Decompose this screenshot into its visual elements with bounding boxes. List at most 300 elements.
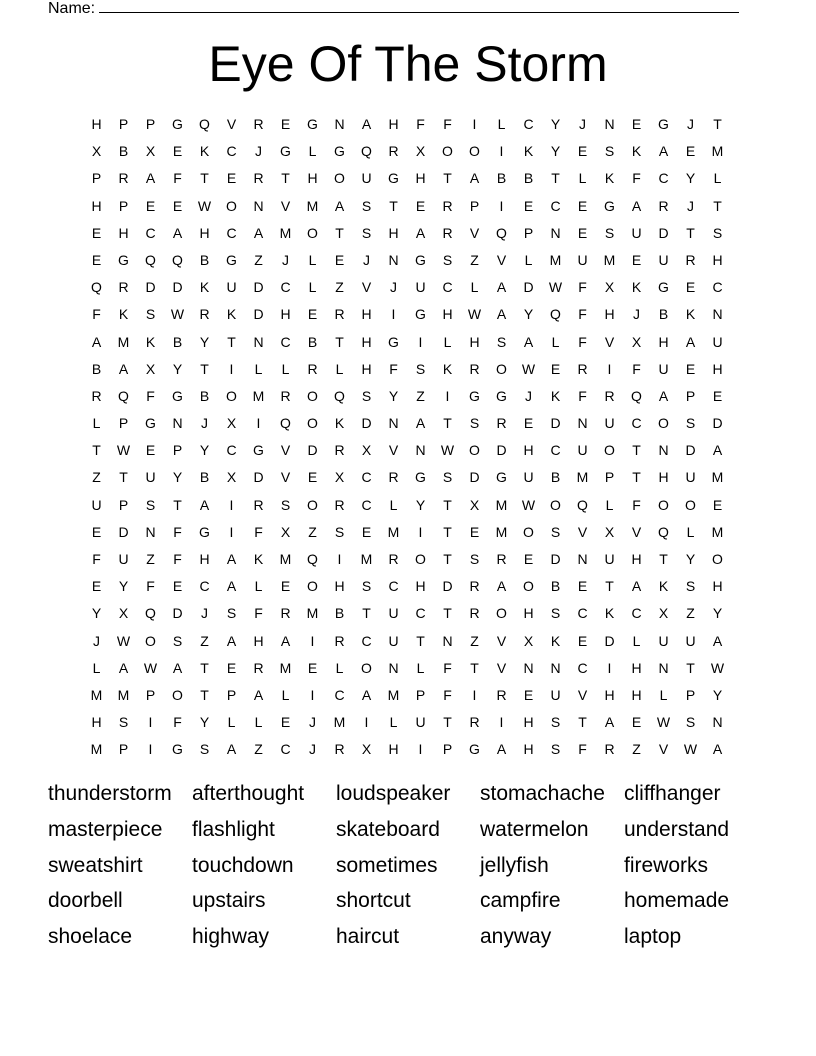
grid-letter[interactable]: L xyxy=(335,659,344,676)
grid-letter[interactable]: K xyxy=(442,360,453,377)
grid-letter[interactable]: V xyxy=(280,442,291,459)
grid-letter[interactable]: E xyxy=(631,251,642,268)
grid-letter[interactable]: G xyxy=(658,116,669,132)
grid-letter[interactable]: U xyxy=(604,551,615,567)
grid-letter[interactable]: B xyxy=(496,170,507,187)
grid-letter[interactable]: Y xyxy=(523,306,534,323)
grid-letter[interactable]: Z xyxy=(470,632,479,649)
grid-letter[interactable]: P xyxy=(685,387,696,404)
grid-letter[interactable]: T xyxy=(335,224,344,241)
grid-letter[interactable]: G xyxy=(658,279,669,296)
grid-letter[interactable]: A xyxy=(361,116,372,132)
grid-letter[interactable]: C xyxy=(658,170,669,187)
grid-letter[interactable]: A xyxy=(145,170,156,187)
grid-letter[interactable]: E xyxy=(280,714,291,731)
grid-letter[interactable]: I xyxy=(472,686,477,703)
grid-letter[interactable]: I xyxy=(310,632,315,649)
grid-letter[interactable]: Y xyxy=(118,578,129,595)
grid-letter[interactable]: N xyxy=(523,659,534,676)
grid-letter[interactable]: N xyxy=(577,415,588,432)
grid-letter[interactable]: U xyxy=(631,224,642,241)
grid-letter[interactable]: R xyxy=(199,306,210,323)
grid-letter[interactable]: T xyxy=(578,714,587,731)
grid-letter[interactable]: W xyxy=(116,442,131,459)
grid-letter[interactable]: K xyxy=(631,279,642,296)
grid-letter[interactable]: Q xyxy=(334,387,345,404)
grid-letter[interactable]: K xyxy=(523,143,534,160)
grid-letter[interactable]: H xyxy=(91,714,102,731)
grid-letter[interactable]: M xyxy=(495,496,508,513)
grid-letter[interactable]: R xyxy=(253,659,264,676)
grid-letter[interactable]: C xyxy=(631,605,642,622)
grid-letter[interactable]: M xyxy=(360,551,373,567)
grid-letter[interactable]: L xyxy=(659,686,668,703)
grid-letter[interactable]: T xyxy=(335,333,344,350)
grid-letter[interactable]: E xyxy=(685,279,696,296)
grid-letter[interactable]: C xyxy=(226,224,237,241)
grid-letter[interactable]: C xyxy=(523,116,534,132)
grid-letter[interactable]: R xyxy=(91,387,102,404)
grid-letter[interactable]: C xyxy=(577,605,588,622)
grid-letter[interactable]: E xyxy=(280,116,291,132)
grid-letter[interactable]: U xyxy=(712,333,723,350)
grid-letter[interactable]: S xyxy=(604,224,615,241)
grid-letter[interactable]: W xyxy=(710,659,725,676)
grid-letter[interactable]: F xyxy=(578,741,587,758)
grid-letter[interactable]: G xyxy=(172,741,183,758)
grid-letter[interactable]: A xyxy=(604,714,615,731)
grid-letter[interactable]: A xyxy=(361,686,372,703)
grid-letter[interactable]: T xyxy=(200,170,209,187)
grid-letter[interactable]: Z xyxy=(254,741,263,758)
grid-letter[interactable]: V xyxy=(388,442,399,459)
name-line[interactable] xyxy=(99,0,739,13)
grid-letter[interactable]: G xyxy=(469,387,480,404)
grid-letter[interactable]: V xyxy=(577,686,588,703)
grid-letter[interactable]: U xyxy=(685,469,696,486)
grid-letter[interactable]: P xyxy=(118,415,129,432)
grid-letter[interactable]: Z xyxy=(686,605,695,622)
grid-letter[interactable]: L xyxy=(254,578,263,595)
grid-letter[interactable]: Q xyxy=(631,387,642,404)
grid-letter[interactable]: J xyxy=(309,741,316,758)
grid-letter[interactable]: A xyxy=(118,659,129,676)
grid-letter[interactable]: B xyxy=(307,333,318,350)
grid-letter[interactable]: I xyxy=(472,116,477,132)
grid-letter[interactable]: R xyxy=(253,170,264,187)
grid-letter[interactable]: E xyxy=(280,578,291,595)
grid-letter[interactable]: U xyxy=(226,279,237,296)
grid-letter[interactable]: B xyxy=(199,387,210,404)
grid-letter[interactable]: R xyxy=(280,387,291,404)
grid-letter[interactable]: A xyxy=(172,224,183,241)
grid-letter[interactable]: T xyxy=(227,333,236,350)
grid-letter[interactable]: R xyxy=(118,170,129,187)
grid-letter[interactable]: Q xyxy=(118,387,129,404)
grid-letter[interactable]: X xyxy=(361,442,372,459)
grid-letter[interactable]: E xyxy=(145,442,156,459)
grid-letter[interactable]: O xyxy=(334,170,345,187)
grid-letter[interactable]: J xyxy=(282,251,289,268)
grid-letter[interactable]: V xyxy=(577,523,588,540)
grid-letter[interactable]: Z xyxy=(308,523,317,540)
grid-letter[interactable]: F xyxy=(443,659,452,676)
grid-letter[interactable]: N xyxy=(604,116,615,132)
grid-letter[interactable]: L xyxy=(416,659,425,676)
grid-letter[interactable]: M xyxy=(495,523,508,540)
grid-letter[interactable]: X xyxy=(415,143,426,160)
grid-letter[interactable]: D xyxy=(496,442,507,459)
grid-letter[interactable]: B xyxy=(658,306,669,323)
grid-letter[interactable]: D xyxy=(550,415,561,432)
grid-letter[interactable]: O xyxy=(658,415,669,432)
grid-letter[interactable]: X xyxy=(361,741,372,758)
grid-letter[interactable]: T xyxy=(470,659,479,676)
grid-letter[interactable]: C xyxy=(334,686,345,703)
grid-letter[interactable]: F xyxy=(254,523,263,540)
grid-letter[interactable]: G xyxy=(226,251,237,268)
grid-letter[interactable]: R xyxy=(388,143,399,160)
grid-letter[interactable]: N xyxy=(172,415,183,432)
grid-letter[interactable]: O xyxy=(307,224,318,241)
grid-letter[interactable]: C xyxy=(631,415,642,432)
grid-letter[interactable]: S xyxy=(550,523,561,540)
grid-letter[interactable]: Y xyxy=(199,442,210,459)
grid-letter[interactable]: A xyxy=(469,170,480,187)
grid-letter[interactable]: X xyxy=(280,523,291,540)
grid-letter[interactable]: Y xyxy=(199,333,210,350)
grid-letter[interactable]: H xyxy=(523,714,534,731)
grid-letter[interactable]: W xyxy=(548,279,563,296)
grid-letter[interactable]: Y xyxy=(91,605,102,622)
grid-letter[interactable]: D xyxy=(469,469,480,486)
grid-letter[interactable]: N xyxy=(712,714,723,731)
grid-letter[interactable]: L xyxy=(389,496,398,513)
grid-letter[interactable]: X xyxy=(226,469,237,486)
grid-letter[interactable]: R xyxy=(496,551,507,567)
grid-letter[interactable]: Y xyxy=(550,116,561,132)
grid-letter[interactable]: I xyxy=(310,686,315,703)
grid-letter[interactable]: B xyxy=(118,143,129,160)
grid-letter[interactable]: M xyxy=(279,551,292,567)
grid-letter[interactable]: L xyxy=(254,360,263,377)
grid-letter[interactable]: D xyxy=(253,306,264,323)
grid-letter[interactable]: F xyxy=(92,306,101,323)
grid-letter[interactable]: G xyxy=(388,170,399,187)
grid-letter[interactable]: T xyxy=(416,632,425,649)
grid-letter[interactable]: G xyxy=(604,197,615,214)
grid-letter[interactable]: R xyxy=(469,578,480,595)
grid-letter[interactable]: I xyxy=(337,551,342,567)
grid-letter[interactable]: G xyxy=(415,251,426,268)
grid-letter[interactable]: C xyxy=(226,442,237,459)
grid-letter[interactable]: J xyxy=(201,605,208,622)
grid-letter[interactable]: S xyxy=(118,714,129,731)
grid-letter[interactable]: R xyxy=(685,251,696,268)
grid-letter[interactable]: G xyxy=(469,741,480,758)
grid-letter[interactable]: F xyxy=(92,551,101,567)
grid-letter[interactable]: E xyxy=(523,551,534,567)
grid-letter[interactable]: U xyxy=(145,469,156,486)
grid-letter[interactable]: Q xyxy=(361,143,372,160)
grid-letter[interactable]: Y xyxy=(685,170,696,187)
grid-letter[interactable]: J xyxy=(633,306,640,323)
grid-letter[interactable]: I xyxy=(445,387,450,404)
grid-letter[interactable]: I xyxy=(229,523,234,540)
grid-letter[interactable]: E xyxy=(307,659,318,676)
grid-letter[interactable]: O xyxy=(469,143,480,160)
grid-letter[interactable]: S xyxy=(199,741,210,758)
grid-letter[interactable]: M xyxy=(279,224,292,241)
grid-letter[interactable]: N xyxy=(334,116,345,132)
grid-letter[interactable]: U xyxy=(550,686,561,703)
grid-letter[interactable]: R xyxy=(496,415,507,432)
grid-letter[interactable]: R xyxy=(253,116,264,132)
grid-letter[interactable]: M xyxy=(117,333,130,350)
grid-letter[interactable]: Q xyxy=(199,116,210,132)
grid-letter[interactable]: J xyxy=(525,387,532,404)
grid-letter[interactable]: G xyxy=(145,415,156,432)
grid-letter[interactable]: U xyxy=(658,632,669,649)
grid-letter[interactable]: S xyxy=(415,360,426,377)
grid-letter[interactable]: X xyxy=(145,143,156,160)
grid-letter[interactable]: D xyxy=(307,442,318,459)
grid-letter[interactable]: L xyxy=(551,333,560,350)
grid-letter[interactable]: T xyxy=(605,578,614,595)
grid-letter[interactable]: H xyxy=(307,170,318,187)
grid-letter[interactable]: M xyxy=(576,469,589,486)
grid-letter[interactable]: E xyxy=(469,523,480,540)
grid-letter[interactable]: H xyxy=(631,551,642,567)
grid-letter[interactable]: K xyxy=(199,279,210,296)
grid-letter[interactable]: U xyxy=(577,442,588,459)
grid-letter[interactable]: C xyxy=(280,279,291,296)
grid-letter[interactable]: Y xyxy=(712,605,723,622)
grid-letter[interactable]: L xyxy=(308,143,317,160)
grid-letter[interactable]: R xyxy=(388,469,399,486)
grid-letter[interactable]: A xyxy=(172,659,183,676)
grid-letter[interactable]: I xyxy=(256,415,261,432)
grid-letter[interactable]: P xyxy=(442,741,453,758)
grid-letter[interactable]: E xyxy=(631,714,642,731)
grid-letter[interactable]: L xyxy=(632,632,641,649)
grid-letter[interactable]: C xyxy=(577,659,588,676)
grid-letter[interactable]: H xyxy=(469,333,480,350)
grid-letter[interactable]: V xyxy=(496,632,507,649)
grid-letter[interactable]: I xyxy=(229,496,234,513)
grid-letter[interactable]: A xyxy=(226,741,237,758)
grid-letter[interactable]: R xyxy=(604,741,615,758)
grid-letter[interactable]: P xyxy=(685,686,696,703)
grid-letter[interactable]: F xyxy=(389,360,398,377)
grid-letter[interactable]: S xyxy=(469,415,480,432)
grid-letter[interactable]: O xyxy=(496,360,507,377)
grid-letter[interactable]: M xyxy=(306,197,319,214)
grid-letter[interactable]: D xyxy=(172,279,183,296)
grid-letter[interactable]: T xyxy=(659,551,668,567)
grid-letter[interactable]: W xyxy=(197,197,212,214)
grid-letter[interactable]: G xyxy=(199,523,210,540)
grid-letter[interactable]: N xyxy=(253,333,264,350)
grid-letter[interactable]: Z xyxy=(335,279,344,296)
grid-letter[interactable]: N xyxy=(253,197,264,214)
grid-letter[interactable]: H xyxy=(388,116,399,132)
grid-letter[interactable]: E xyxy=(550,360,561,377)
grid-letter[interactable]: E xyxy=(172,197,183,214)
grid-letter[interactable]: T xyxy=(443,170,452,187)
grid-letter[interactable]: U xyxy=(91,496,102,513)
grid-letter[interactable]: A xyxy=(658,143,669,160)
grid-letter[interactable]: V xyxy=(658,741,669,758)
grid-letter[interactable]: W xyxy=(683,741,698,758)
grid-letter[interactable]: C xyxy=(361,632,372,649)
grid-letter[interactable]: A xyxy=(199,496,210,513)
grid-letter[interactable]: E xyxy=(307,306,318,323)
grid-letter[interactable]: F xyxy=(173,551,182,567)
grid-letter[interactable]: V xyxy=(631,523,642,540)
grid-letter[interactable]: R xyxy=(334,632,345,649)
grid-letter[interactable]: T xyxy=(443,523,452,540)
grid-letter[interactable]: N xyxy=(388,251,399,268)
grid-letter[interactable]: O xyxy=(307,415,318,432)
grid-letter[interactable]: K xyxy=(145,333,156,350)
grid-letter[interactable]: A xyxy=(118,360,129,377)
grid-letter[interactable]: O xyxy=(523,523,534,540)
grid-letter[interactable]: O xyxy=(307,387,318,404)
grid-letter[interactable]: O xyxy=(226,387,237,404)
grid-letter[interactable]: A xyxy=(496,306,507,323)
grid-letter[interactable]: P xyxy=(415,686,426,703)
grid-letter[interactable]: S xyxy=(361,197,372,214)
grid-letter[interactable]: E xyxy=(91,224,102,241)
grid-letter[interactable]: C xyxy=(550,197,561,214)
grid-letter[interactable]: O xyxy=(469,442,480,459)
grid-letter[interactable]: P xyxy=(172,442,183,459)
grid-letter[interactable]: F xyxy=(443,686,452,703)
grid-letter[interactable]: O xyxy=(145,632,156,649)
grid-letter[interactable]: R xyxy=(442,224,453,241)
grid-letter[interactable]: R xyxy=(604,387,615,404)
grid-letter[interactable]: W xyxy=(143,659,158,676)
grid-letter[interactable]: M xyxy=(90,686,103,703)
grid-letter[interactable]: A xyxy=(226,632,237,649)
grid-letter[interactable]: B xyxy=(91,360,102,377)
grid-letter[interactable]: L xyxy=(92,659,101,676)
grid-letter[interactable]: I xyxy=(418,523,423,540)
grid-letter[interactable]: D xyxy=(253,279,264,296)
grid-letter[interactable]: S xyxy=(712,224,723,241)
grid-letter[interactable]: M xyxy=(306,605,319,622)
grid-letter[interactable]: O xyxy=(523,578,534,595)
grid-letter[interactable]: W xyxy=(170,306,185,323)
grid-letter[interactable]: U xyxy=(118,551,129,567)
grid-letter[interactable]: K xyxy=(631,143,642,160)
grid-letter[interactable]: A xyxy=(658,387,669,404)
grid-letter[interactable]: M xyxy=(90,741,103,758)
grid-letter[interactable]: Z xyxy=(146,551,155,567)
grid-letter[interactable]: W xyxy=(467,306,482,323)
grid-letter[interactable]: A xyxy=(415,224,426,241)
grid-letter[interactable]: T xyxy=(686,224,695,241)
grid-letter[interactable]: G xyxy=(172,387,183,404)
grid-letter[interactable]: L xyxy=(254,714,263,731)
grid-letter[interactable]: M xyxy=(549,251,562,268)
grid-letter[interactable]: F xyxy=(632,360,641,377)
grid-letter[interactable]: R xyxy=(577,360,588,377)
grid-letter[interactable]: R xyxy=(280,605,291,622)
grid-letter[interactable]: I xyxy=(418,333,423,350)
grid-letter[interactable]: P xyxy=(523,224,534,241)
grid-letter[interactable]: N xyxy=(415,442,426,459)
grid-letter[interactable]: H xyxy=(361,333,372,350)
grid-letter[interactable]: A xyxy=(523,333,534,350)
grid-letter[interactable]: O xyxy=(550,496,561,513)
grid-letter[interactable]: H xyxy=(415,170,426,187)
grid-letter[interactable]: G xyxy=(334,143,345,160)
grid-letter[interactable]: C xyxy=(712,279,723,296)
grid-letter[interactable]: W xyxy=(521,496,536,513)
grid-letter[interactable]: Y xyxy=(712,686,723,703)
grid-letter[interactable]: K xyxy=(604,605,615,622)
grid-letter[interactable]: E xyxy=(91,523,102,540)
grid-letter[interactable]: C xyxy=(388,578,399,595)
grid-letter[interactable]: R xyxy=(334,496,345,513)
grid-letter[interactable]: H xyxy=(712,251,723,268)
grid-letter[interactable]: M xyxy=(711,523,724,540)
grid-letter[interactable]: Q xyxy=(496,224,507,241)
grid-letter[interactable]: E xyxy=(685,360,696,377)
grid-letter[interactable]: D xyxy=(712,415,723,432)
grid-letter[interactable]: T xyxy=(119,469,128,486)
grid-letter[interactable]: T xyxy=(200,686,209,703)
grid-letter[interactable]: R xyxy=(442,197,453,214)
grid-letter[interactable]: N xyxy=(145,523,156,540)
grid-letter[interactable]: O xyxy=(307,496,318,513)
grid-letter[interactable]: E xyxy=(577,578,588,595)
grid-letter[interactable]: X xyxy=(523,632,534,649)
grid-letter[interactable]: A xyxy=(226,551,237,567)
grid-letter[interactable]: P xyxy=(604,469,615,486)
grid-letter[interactable]: T xyxy=(713,197,722,214)
grid-letter[interactable]: X xyxy=(604,523,615,540)
grid-letter[interactable]: O xyxy=(712,551,723,567)
grid-letter[interactable]: G xyxy=(496,387,507,404)
grid-letter[interactable]: T xyxy=(713,116,722,132)
grid-letter[interactable]: V xyxy=(280,197,291,214)
grid-letter[interactable]: S xyxy=(145,496,156,513)
grid-letter[interactable]: N xyxy=(658,659,669,676)
grid-letter[interactable]: P xyxy=(469,197,480,214)
grid-letter[interactable]: T xyxy=(551,170,560,187)
grid-letter[interactable]: L xyxy=(578,170,587,187)
grid-letter[interactable]: K xyxy=(685,306,696,323)
grid-letter[interactable]: N xyxy=(658,442,669,459)
grid-letter[interactable]: E xyxy=(712,496,723,513)
grid-letter[interactable]: S xyxy=(280,496,291,513)
grid-letter[interactable]: B xyxy=(199,251,210,268)
grid-letter[interactable]: O xyxy=(685,496,696,513)
grid-letter[interactable]: V xyxy=(469,224,480,241)
grid-letter[interactable]: L xyxy=(686,523,695,540)
grid-letter[interactable]: H xyxy=(361,360,372,377)
grid-letter[interactable]: L xyxy=(281,360,290,377)
grid-letter[interactable]: Q xyxy=(550,306,561,323)
grid-letter[interactable]: N xyxy=(712,306,723,323)
grid-letter[interactable]: V xyxy=(361,279,372,296)
grid-letter[interactable]: A xyxy=(685,333,696,350)
grid-letter[interactable]: E xyxy=(685,143,696,160)
grid-letter[interactable]: X xyxy=(145,360,156,377)
